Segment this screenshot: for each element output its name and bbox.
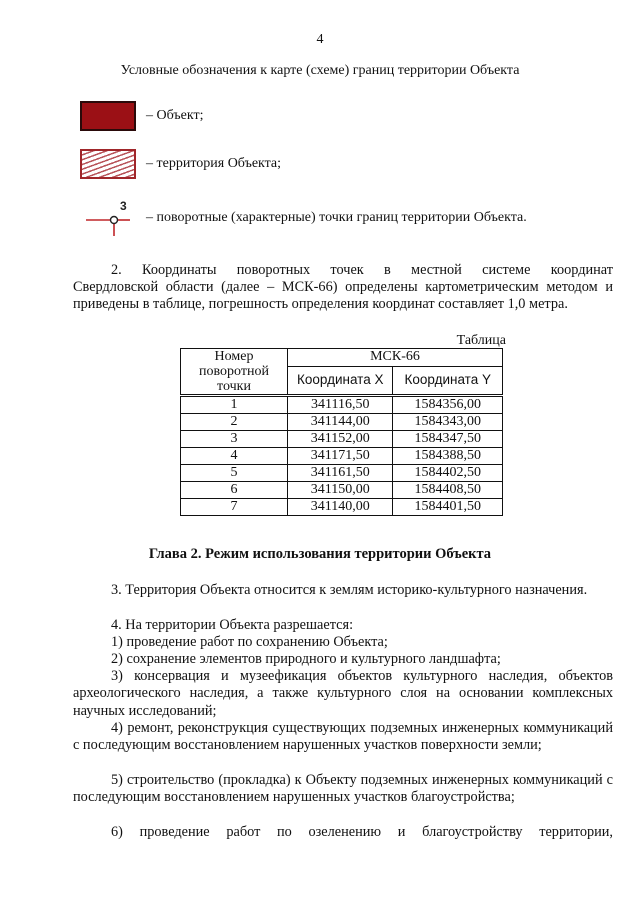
paragraph-4: 4. На территории Объекта разрешается: [111, 617, 354, 633]
list-item: 2) сохранение элементов природного и культурного ландшафта; [111, 651, 501, 667]
cell-point: 5 [181, 465, 288, 482]
header-y: Координата Y [393, 366, 503, 395]
legend-item-turning-point [80, 198, 527, 238]
table-row [181, 431, 503, 448]
legend-item-object [80, 101, 203, 131]
cell-y: 1584356,00 [393, 396, 503, 414]
legend-label: – Объект; [146, 108, 204, 123]
list-item: 1) проведение работ по сохранению Объекта; [111, 634, 388, 650]
cell-y: 1584347,50 [393, 431, 503, 448]
table-row [181, 482, 503, 499]
cell-y: 1584408,50 [393, 482, 503, 499]
list-item: 4) ремонт, реконструкция существующих подземных инженерных коммуникаций с последующим восстановлением нарушенных участков поверхности земли; [73, 720, 613, 754]
table-row [181, 465, 503, 482]
header-coordinate-system: МСК-66 [288, 349, 503, 367]
cell-point: 2 [181, 414, 288, 431]
header-x: Координата X [288, 366, 393, 395]
cell-x: 341144,00 [288, 414, 393, 431]
paragraph-2-body: Свердловской области (далее – МСК-66) определены картометрическим методом и приведены в таблице, погрешность определения координат составляет 1,0 метра. [73, 279, 613, 313]
legend-title: Условные обозначения к карте (схеме) границ территории Объекта [120, 63, 520, 78]
table-row [181, 414, 503, 431]
cell-x: 341161,50 [288, 465, 393, 482]
paragraph-3: 3. Территория Объекта относится к землям историко-культурного назначения. [111, 582, 588, 598]
cell-y: 1584388,50 [393, 448, 503, 465]
legend-item-territory [80, 149, 281, 179]
cell-point: 6 [181, 482, 288, 499]
cell-y: 1584343,00 [393, 414, 503, 431]
page-number: 4 [316, 32, 324, 47]
header-point-number: Номер поворотной точки [181, 349, 288, 396]
object-swatch-icon [80, 101, 136, 131]
cell-x: 341140,00 [288, 499, 393, 516]
coordinates-table [180, 348, 503, 516]
cell-x: 341116,50 [288, 396, 393, 414]
cell-point: 7 [181, 499, 288, 516]
cell-x: 341150,00 [288, 482, 393, 499]
list-item: 5) строительство (прокладка) к Объекту подземных инженерных коммуникаций с последующим восстановлением нарушенных участков благоустройства; [73, 772, 613, 806]
table-row [181, 396, 503, 414]
cell-point: 1 [181, 396, 288, 414]
legend-label: – поворотные (характерные) точки границ территории Объекта. [146, 210, 527, 225]
turning-point-icon [80, 198, 136, 238]
table-caption: Таблица [456, 333, 506, 348]
chapter-title: Глава 2. Режим использования территории Объекта [148, 546, 492, 562]
territory-hatch-icon [80, 149, 136, 179]
table-row [181, 448, 503, 465]
cell-y: 1584402,50 [393, 465, 503, 482]
cell-point: 3 [181, 431, 288, 448]
list-item: 3) консервация и музеефикация объектов культурного наследия, объектов археологического наследия, а также культурного слоя на основании комплексных научных исследований; [73, 668, 613, 719]
cell-point: 4 [181, 448, 288, 465]
cell-x: 341152,00 [288, 431, 393, 448]
cell-x: 341171,50 [288, 448, 393, 465]
point-number: 3 [120, 199, 127, 213]
table-row [181, 499, 503, 516]
legend-label: – территория Объекта; [146, 156, 282, 171]
cell-y: 1584401,50 [393, 499, 503, 516]
paragraph-2-first-line: 2. Координаты поворотных точек в местной системе координат [111, 262, 613, 278]
list-item: 6) проведение работ по озеленению и благоустройству территории, [111, 824, 613, 840]
